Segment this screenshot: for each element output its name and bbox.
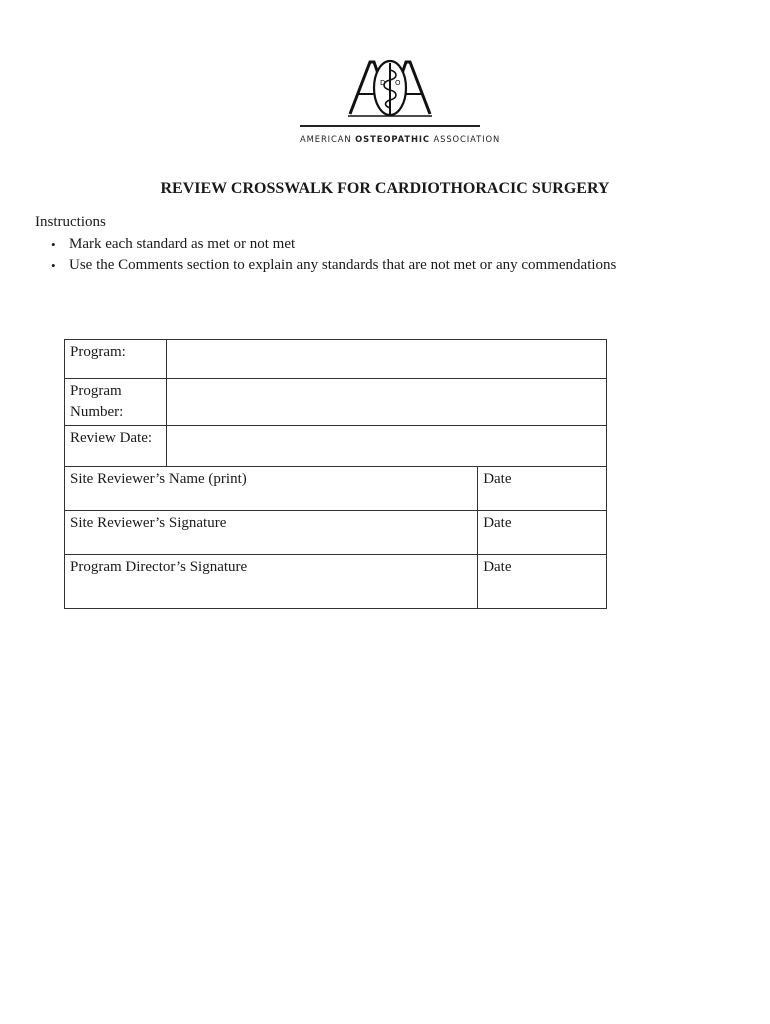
org-name-suffix: ASSOCIATION	[433, 134, 501, 144]
date-label: Date	[483, 559, 512, 575]
date-label: Date	[483, 471, 512, 487]
program-number-label-line2: Number:	[70, 404, 124, 420]
review-date-field[interactable]	[166, 426, 606, 467]
org-name-bold: OSTEOPATHIC	[355, 134, 430, 144]
svg-text:O: O	[395, 79, 401, 87]
program-label: Program:	[65, 340, 167, 379]
aoa-emblem-icon	[348, 58, 432, 120]
document-title: REVIEW CROSSWALK FOR CARDIOTHORACIC SURGERY	[160, 180, 610, 197]
site-reviewer-name-date-field[interactable]	[478, 467, 607, 511]
instructions-heading: Instructions	[35, 214, 106, 230]
site-reviewer-signature-label: Site Reviewer’s Signature	[70, 515, 227, 531]
site-reviewer-signature-date-field[interactable]	[478, 511, 607, 555]
site-reviewer-name-label: Site Reviewer’s Name (print)	[70, 471, 247, 487]
date-label: Date	[483, 515, 512, 531]
program-number-row	[65, 379, 607, 426]
site-reviewer-name-field[interactable]	[65, 467, 478, 511]
instructions-section	[35, 212, 616, 277]
instruction-item	[35, 234, 616, 256]
program-director-signature-date-field[interactable]	[478, 555, 607, 609]
instruction-item	[35, 255, 616, 277]
program-row	[65, 340, 607, 379]
instruction-text: Use the Comments section to explain any standards that are not met or any commendations	[69, 257, 617, 273]
organization-name	[300, 134, 501, 144]
instructions-list	[35, 234, 616, 277]
program-director-signature-field[interactable]	[65, 555, 478, 609]
aoa-logo	[300, 58, 501, 150]
logo-rule	[300, 125, 480, 127]
program-field[interactable]	[166, 340, 606, 379]
site-reviewer-signature-row	[65, 511, 607, 555]
program-number-label-line1: Program	[70, 383, 122, 399]
review-date-row	[65, 426, 607, 467]
site-reviewer-name-row	[65, 467, 607, 511]
site-reviewer-signature-field[interactable]	[65, 511, 478, 555]
svg-text:D: D	[380, 79, 386, 87]
program-number-field[interactable]	[166, 379, 606, 426]
program-director-signature-row	[65, 555, 607, 609]
review-form-table	[64, 339, 607, 609]
org-name-prefix: AMERICAN	[300, 134, 352, 144]
bullet-icon: •	[51, 236, 56, 252]
bullet-icon: •	[51, 258, 56, 273]
program-number-label	[65, 379, 167, 426]
program-director-signature-label: Program Director’s Signature	[70, 559, 248, 575]
instruction-text: Mark each standard as met or not met	[69, 235, 296, 252]
review-date-label: Review Date:	[65, 426, 167, 467]
